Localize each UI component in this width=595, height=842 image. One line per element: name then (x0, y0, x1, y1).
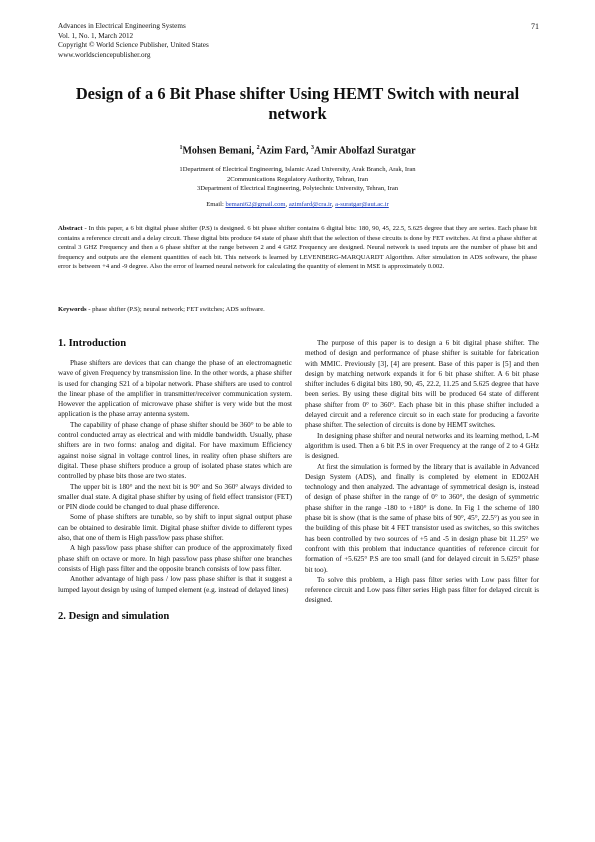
author-name: Mohsen Bemani (182, 145, 252, 157)
section-heading: 2. Design and simulation (58, 610, 170, 622)
paper-title: Design of a 6 Bit Phase shifter Using HEMT Switch with neural network (75, 84, 520, 123)
left-column (58, 338, 292, 631)
paragraph: Another advantage of high pass / low pass phase shifter is that it suggest a lumped layout design by using of lumped element (e.g. instead of delayed lines) (58, 575, 292, 594)
keywords-text: - phase shifter (P.S); neural network; FET switches; ADS software. (86, 306, 265, 313)
email-link[interactable]: a-suratgar@aut.ac.ir (335, 201, 389, 208)
author-sup: 1 (179, 145, 183, 151)
author-sup: 3 (311, 145, 315, 151)
paragraph: Some of phase shifters are tunable, so by shift to input signal output phase can be obtained to desirable limit. Digital phase shifter divide to different types also, that one of them is High pass/low pass phase shifter. (58, 513, 292, 543)
email-label: Email: (206, 201, 224, 208)
keywords-label: Keywords (58, 306, 87, 313)
journal-name: Advances in Electrical Engineering Systems (58, 22, 186, 30)
journal-header (58, 22, 209, 60)
affiliation: 2Communications Regulatory Authority, Tehran, Iran (226, 175, 369, 183)
abstract (58, 224, 537, 272)
author-name: Amir Abolfazl Suratgar (314, 145, 416, 157)
author-name: Azim Fard (259, 145, 307, 157)
journal-copyright: Copyright © World Science Publisher, United States (58, 41, 209, 50)
paragraph: The capability of phase change of phase shifter should be 360° to be able to control conducted array as electrical and with middle bandwidth. Usually, phase shifters are in two forms: analog and digital. For have maximum Efficiency against noise signal in voltage control lines, in reality often phase shifters are digital. These phase shifters produce a group of isolated phase states which are controlled by phase bits those are two states. (58, 420, 292, 481)
author-sup: 2 (256, 145, 260, 151)
keywords (58, 306, 537, 313)
abstract-text: - In this paper, a 6 bit digital phase shifter (P.S) is designed. 6 bit phase shifter contains 6 digital bits: 180, 90, 45, 22.5, 5.625 degree that they are series. Each phase bit contains a reference circuit and a delay circuit. These digital bits produce 64 state of phase shift that the selection of these circuits is done by FET switches. At first a phase shifter at central 3 GHZ Frequency and then a 6 phase shifter at the range between 2 and 4 GHZ Frequency are designed. Neural network is used inputs are the number of phase bit and frequency and outputs are the element quantities of each bit. This network is learned by LEVENBERG-MARQUARDT Algorithm. After simulation in ADS software, the phase error is between +4 and -9 degree. Also the error of learned neural network for calculating the quantity of element in MSE is approximately 0.002. (58, 225, 537, 271)
paragraph: In designing phase shifter and neural networks and its learning method, L-M algorithm is used. Then a 6 bit P.S in over Frequency at the range of 2 to 4 GHz is designed. (305, 431, 539, 461)
paragraph: The purpose of this paper is to design a 6 bit digital phase shifter. The method of design and performance of phase shifter is suitable for fabrication with MMIC. Previously [3], [4] are present. Base of this paper is [5] and then design by matching network expands it for 6 bit phase shifter. A 6 bit phase shifter includes 6 digital bits 180, 90, 45, 22.2, 11.25 and 5.625 degree that have been series. By using these digital bits will be produced 64 state of different phase shifter from 0° to 360°. Each phase bit in this phase shifter included a delayed circuit and a reference circuit so in each state for producing a favorite phase shifter. The selection of circuits is done by HEMT switches. (305, 339, 539, 430)
paragraph: Phase shifters are devices that can change the phase of an electromagnetic wave of given Frequency by transmission line. In the other words, a phase shifter is used for changing S21 of a bipolar network. Phase shifters are used to control the linear phase of the amplifier in transmitter/receiver communication system. However the application of microwave phase shifter is very wide but the most application is the phase array antenna system. (58, 359, 292, 419)
paragraph: A high pass/low pass phase shifter can produce of the approximately fixed phase shift on octave or more. In high pass/low pass phase shifter one branches consists of High pass filter and the opposite branch consists of low pass filter. (58, 544, 292, 573)
email-link[interactable]: bemani62@gmail.com (225, 201, 286, 208)
paragraph: To solve this problem, a High pass filter series with Low pass filter for reference circuit and Low pass filter series High pass filter for delayed circuit is designed. (305, 575, 539, 605)
paragraph: At first the simulation is formed by the library that is available in Advanced Design System (ADS), and finally is completed by element in ED02AH technology and then analyzed. The advantage of symmetrical design is, instead of design of phase shifter in the range of 0° to 360°, the design of symmetric phase shifter in the range -180 to +180° is done. In Fig 1 the scheme of 180 phase bit is show (that is the same of phase bits of 90°, 45°, 22.5°) as you see in the building of this phase bit 4 FET transistor used as switches, so this switches has been controlled by two sources of +5 and -5 in design phase bit 11.25° we confront with this problem that inductance quantities of reference circuit for formation of +5.625° P.S are too small (and for delayed circuit in 5.625° phase bit too). (305, 462, 539, 574)
right-column (305, 338, 539, 606)
affiliations (60, 165, 535, 194)
abstract-label: Abstract (58, 225, 83, 232)
affiliation: 1Department of Electrical Engineering, Islamic Azad University, Arak Branch, Arak, Iran (179, 166, 416, 173)
journal-volume: Vol. 1, No. 1, March 2012 (58, 31, 134, 40)
email-link[interactable]: azimfard@cra.ir (288, 201, 332, 208)
page-number: 71 (531, 22, 539, 31)
paragraph: The upper bit is 180° and the next bit is 90° and So 360° always divided to smaller dual state. A digital phase shifter by using of field effect transistor (FET) or PIN diode could be changed to dual phase difference. (58, 482, 292, 512)
author-line: $^1$Mohsen Bemani, $^2$Azim Fard, $^3$Amir Abolfazl Suratgar (179, 145, 416, 157)
email-line: Email: bemani62@gmail.com, azimfard@cra.ir, a-suratgar@aut.ac.ir (206, 201, 389, 208)
affiliation: 3Department of Electrical Engineering, Polytechnic University, Tehran, Iran (196, 185, 399, 193)
section-heading: 1. Introduction (58, 338, 127, 349)
journal-url: www.worldsciencepublisher.org (58, 50, 151, 59)
